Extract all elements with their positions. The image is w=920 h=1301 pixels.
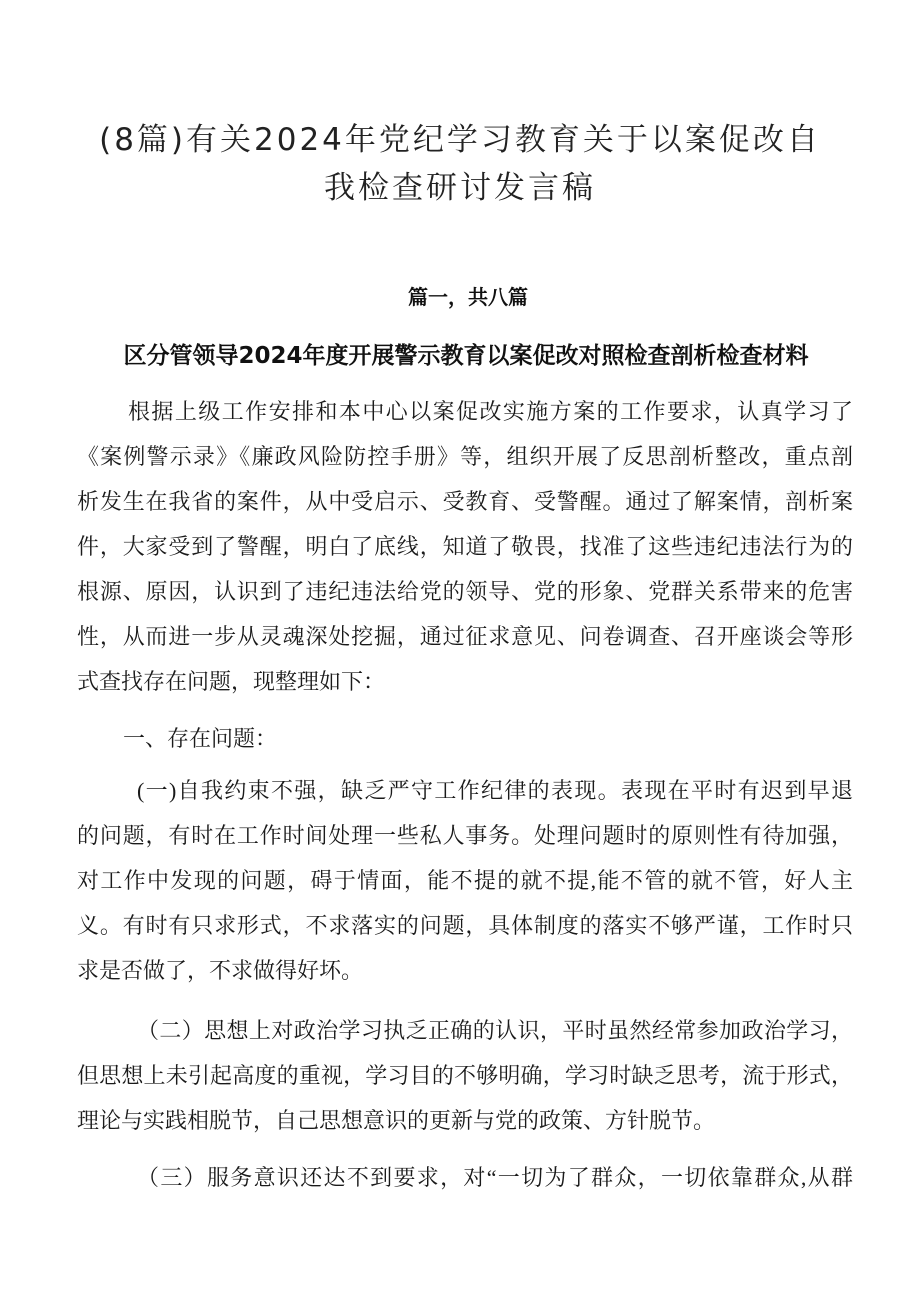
document-title	[0, 116, 920, 212]
paragraph-line: 式查找存在问题，现整理如下：	[77, 669, 386, 694]
section-heading-title: 区分管领导2024年度开展警示教育以案促改对照检查剖析检查材料	[123, 343, 809, 369]
paragraph-line: 但思想上未引起高度的重视，学习目的不够明确，学习时缺乏思考，流于形式，	[77, 1063, 853, 1088]
paragraph-line: (一)自我约束不强，缺乏严守工作纪律的表现。表现在平时有迟到早退	[137, 778, 853, 803]
problem-item-3	[77, 1155, 853, 1200]
title-line: 我检查研讨发言稿	[324, 170, 596, 206]
paragraph-line: 求是否做了，不求做得好坏。	[77, 958, 364, 983]
paragraph-line: 对工作中发现的问题，碍于情面，能不提的就不提,能不管的就不管，好人主	[77, 868, 853, 893]
paragraph-line: （三）服务意识还达不到要求，对“一切为了群众，一切依靠群众,从群	[137, 1165, 853, 1190]
title-line: (8篇)有关2024年党纪学习教育关于以案促改自	[99, 122, 821, 158]
paragraph-line: 的问题，有时在工作时间处理一些私人事务。处理问题时的原则性有待加强，	[77, 823, 853, 848]
paragraph-line: 理论与实践相脱节，自己思想意识的更新与党的政策、方针脱节。	[77, 1108, 716, 1133]
problems-heading	[77, 716, 853, 761]
intro-paragraph	[77, 389, 853, 704]
paragraph-line: 根源、原因，认识到了违纪违法给党的领导、党的形象、党群关系带来的危害	[77, 579, 853, 604]
document-subtitle: 篇一，共八篇	[408, 285, 528, 309]
paragraph-line: 《案例警示录》《廉政风险防控手册》等，组织开展了反思剖析整改，重点剖	[77, 444, 853, 469]
paragraph-line: （二）思想上对政治学习执乏正确的认识，平时虽然经常参加政治学习，	[137, 1018, 853, 1043]
paragraph-line: 一、存在问题：	[123, 726, 278, 751]
paragraph-line: 件，大家受到了警醒，明白了底线，知道了敬畏，找准了这些违纪违法行为的	[77, 534, 853, 559]
problem-item-2	[77, 1008, 853, 1143]
paragraph-line: 义。有时有只求形式，不求落实的问题，具体制度的落实不够严谨，工作时只	[77, 913, 853, 938]
paragraph-line: 性，从而进一步从灵魂深处挖掘，通过征求意见、问卷调查、召开座谈会等形	[77, 624, 853, 649]
paragraph-line: 析发生在我省的案件，从中受启示、受教育、受警醒。通过了解案情，剖析案	[77, 489, 853, 514]
problem-item-1	[77, 768, 853, 993]
paragraph-line: 根据上级工作安排和本中心以案促改实施方案的工作要求，认真学习了	[128, 399, 853, 424]
